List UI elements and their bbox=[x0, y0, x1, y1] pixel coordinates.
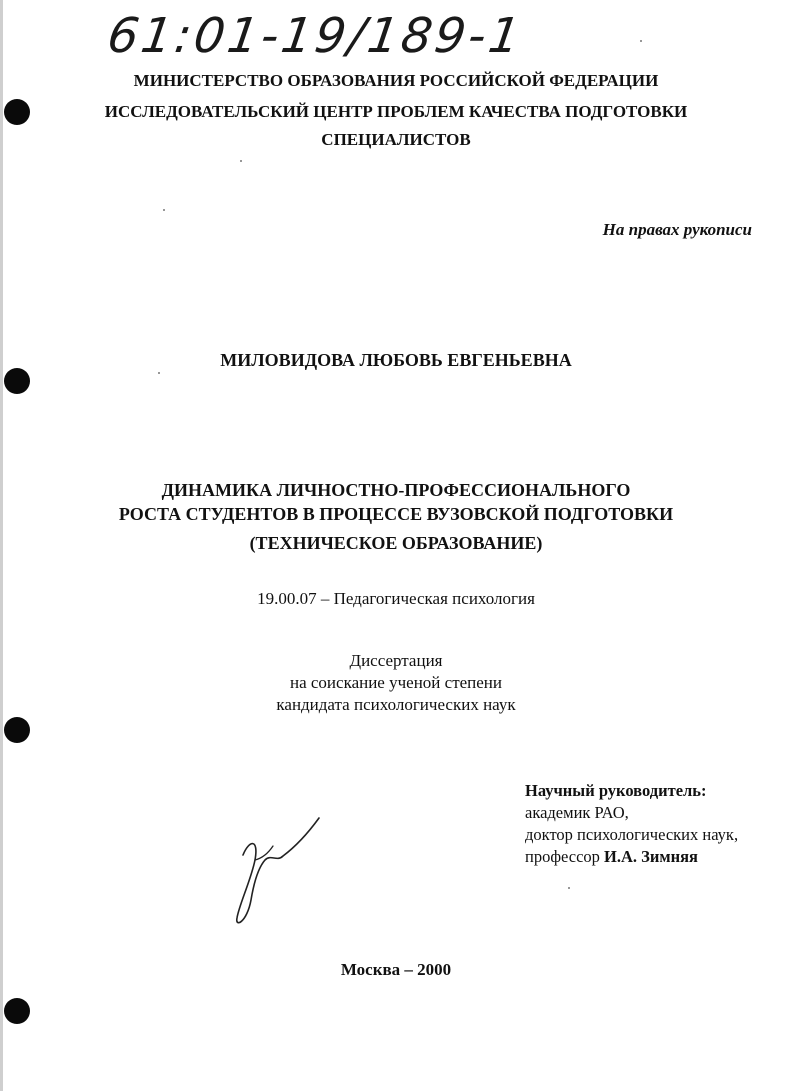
scan-speck bbox=[163, 209, 165, 211]
archive-code-handwritten: 61:01-19/189-1 bbox=[104, 8, 527, 64]
degree-line2: на соискание ученой степени bbox=[289, 673, 503, 692]
supervisor-title3 bbox=[525, 846, 738, 868]
city-year: Москва – 2000 bbox=[340, 960, 452, 979]
scan-speck bbox=[240, 160, 242, 162]
degree-line3: кандидата психологических наук bbox=[276, 695, 516, 714]
punch-hole bbox=[4, 717, 30, 743]
institution-line: ИССЛЕДОВАТЕЛЬСКИЙ ЦЕНТР ПРОБЛЕМ КАЧЕСТВА ПОДГОТОВКИ bbox=[104, 102, 688, 121]
punch-hole bbox=[4, 998, 30, 1024]
scan-speck bbox=[568, 887, 570, 889]
specialty-code: 19.00.07 – Педагогическая психология bbox=[257, 589, 535, 608]
dissertation-title-line1: ДИНАМИКА ЛИЧНОСТНО-ПРОФЕССИОНАЛЬНОГО bbox=[161, 480, 631, 500]
supervisor-title2: доктор психологических наук, bbox=[525, 825, 739, 844]
author-signature bbox=[225, 810, 335, 930]
author-name: МИЛОВИДОВА ЛЮБОВЬ ЕВГЕНЬЕВНА bbox=[220, 350, 572, 370]
ministry-line: МИНИСТЕРСТВО ОБРАЗОВАНИЯ РОССИЙСКОЙ ФЕДЕРАЦИИ bbox=[133, 71, 659, 90]
supervisor-title1: академик РАО, bbox=[525, 803, 629, 822]
supervisor-rank: профессор bbox=[525, 847, 605, 866]
signature-stroke bbox=[237, 818, 319, 923]
degree-line1: Диссертация bbox=[349, 651, 443, 670]
dissertation-title-line2: РОСТА СТУДЕНТОВ В ПРОЦЕССЕ ВУЗОВСКОЙ ПОДГОТОВКИ bbox=[118, 504, 674, 524]
scan-speck bbox=[640, 40, 642, 42]
institution-line-cont: СПЕЦИАЛИСТОВ bbox=[321, 130, 471, 149]
scan-speck bbox=[158, 372, 160, 374]
punch-hole bbox=[4, 368, 30, 394]
manuscript-note: На правах рукописи bbox=[602, 220, 752, 239]
dissertation-title-line3: (ТЕХНИЧЕСКОЕ ОБРАЗОВАНИЕ) bbox=[249, 533, 543, 553]
supervisor-name: И.А. Зимняя bbox=[604, 847, 698, 866]
supervisor-heading: Научный руководитель: bbox=[525, 781, 707, 800]
supervisor-block bbox=[525, 780, 738, 868]
